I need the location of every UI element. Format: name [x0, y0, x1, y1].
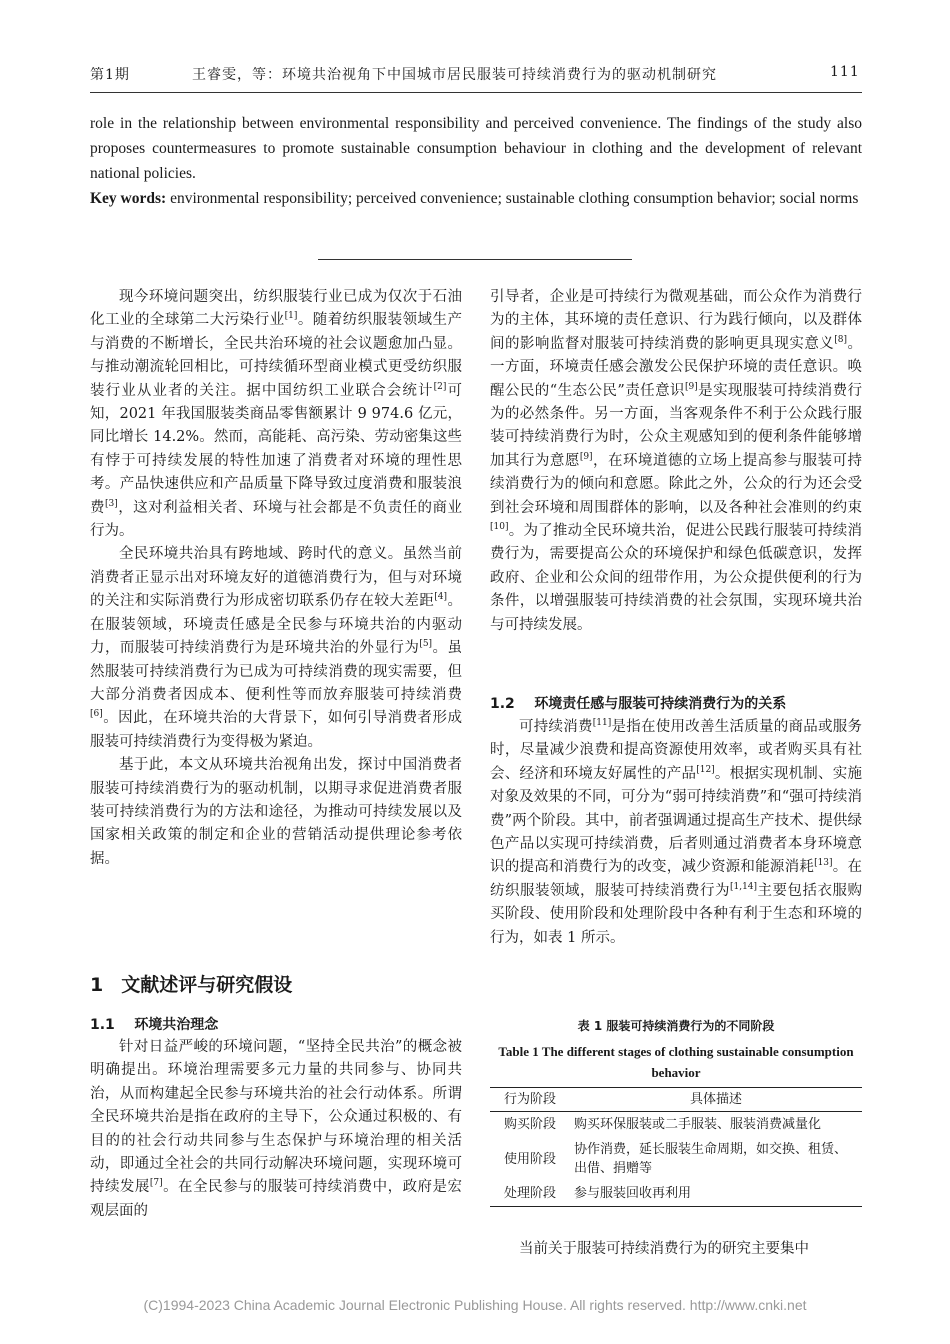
copyright-footer: (C)1994-2023 China Academic Journal Electronic Publishing House. All rights reserved. http://www.cnki.net — [143, 1297, 807, 1313]
table-header-description: 具体描述 — [570, 1088, 862, 1112]
citation[interactable]: [7] — [149, 1178, 163, 1189]
table-cell-description: 参与服装回收再利用 — [570, 1181, 862, 1207]
right-column-continued — [490, 286, 862, 637]
citation[interactable]: [6] — [90, 709, 103, 720]
intro-paragraph-2: 全民环境共治具有跨地域、跨时代的意义。虽然当前消费者正显示出对环境友好的道德消费行为，但与对环境的关注和实际消费行为形成密切联系仍存在较大差距[4]。在服装领域，环境责任感是全民参与环境共治的内驱动力，而服装可持续消费行为是环境共治的外显行为[5]。虽然服装可持续消费行为已成为可持续消费的现实需要，但大部分消费者因成本、便利性等而放弃服装可持续消费[6]。因此，在环境共治的大背景下，如何引导消费者形成服装可持续消费行为变得极为紧迫。 — [90, 546, 462, 750]
citation[interactable]: [1,14] — [729, 881, 758, 892]
header-divider — [90, 92, 862, 93]
table-cell-description: 协作消费，延长服装生命周期，如交换、租赁、出借、捐赠等 — [574, 1142, 848, 1176]
citation[interactable]: [4] — [434, 592, 448, 603]
section-1-1-body — [90, 1036, 462, 1223]
table-cell-stage: 处理阶段 — [490, 1181, 570, 1207]
section-divider — [318, 259, 632, 260]
table-header-row — [490, 1088, 862, 1112]
table-row — [490, 1137, 862, 1181]
left-column-intro — [90, 286, 462, 871]
citation[interactable]: [12] — [696, 764, 715, 775]
section-1-2-paragraph: 可持续消费[11]是指在使用改善生活质量的商品或服务时，尽量减少浪费和提高资源使用效率，或者购买具有社会、经济和环境友好属性的产品[12]。根据实现机制、实施对象及效果的不同，可分为“弱可持续消费”和“强可持续消费”两个阶段。其中，前者强调通过提高生产技术、提供绿色产品以实现可持续消费，后者则通过消费者本身环境意识的提高和消费行为的改变，减少资源和能源消耗[13]。在纺织服装领域，服装可持续消费行为[1,14]主要包括衣服购买阶段、使用阶段和处理阶段中各种有利于生态和环境的行为，如表 1 所示。 — [490, 718, 863, 946]
table-1 — [490, 1087, 862, 1207]
table-row — [490, 1181, 862, 1207]
citation[interactable]: [1] — [284, 311, 298, 322]
table-cell-stage: 使用阶段 — [503, 1151, 556, 1167]
abstract-english-tail: role in the relationship between environmental responsibility and perceived convenience. The findings of the study also proposes countermeasures to promote sustainable consumption behaviour in clothing and the development of relevant national policies. — [90, 115, 862, 182]
citation[interactable]: [8] — [834, 334, 848, 345]
section-1-2-heading: 1.2 环境责任感与服装可持续消费行为的关系 — [490, 696, 787, 712]
running-title: 王睿雯，等：环境共治视角下中国城市居民服装可持续消费行为的驱动机制研究 — [192, 67, 717, 83]
table-cell-stage: 购买阶段 — [503, 1117, 556, 1132]
table-header-stage: 行为阶段 — [490, 1088, 570, 1112]
citation[interactable]: [2] — [433, 381, 447, 392]
citation[interactable]: [13] — [814, 858, 833, 869]
citation[interactable]: [10] — [490, 522, 509, 533]
table-1-caption-en: Table 1 The different stages of clothing sustainable consumption behavior — [498, 1044, 854, 1080]
section-1-1-paragraph: 针对日益严峻的环境问题，“坚持全民共治”的概念被明确提出。环境治理需要多元力量的共同参与、协同共治，从而构建起全民参与环境共治的社会行动体系。所谓全民环境共治是指在政府的主导下，公众通过积极的、有目的的社会行动共同参与生态保护与环境治理的相关活动，即通过全社会的共同行动解决环境问题，实现环境可持续发展[7]。在全民参与的服装可持续消费中，政府是宏观层面的 — [90, 1039, 462, 1219]
citation[interactable]: [5] — [419, 639, 433, 650]
keywords — [90, 186, 862, 211]
keywords-text: environmental responsibility; perceived convenience; sustainable clothing consumption behavior; social norms — [166, 190, 859, 207]
citation[interactable]: [9] — [579, 451, 593, 462]
continued-paragraph: 引导者，企业是可持续行为微观基础，而公众作为消费行为的主体，其环境的责任意识、行为践行倾向，以及群体间的影响监督对服装可持续消费的影响更具现实意义[8]。一方面，环境责任感会激发公民保护环境的责任意识。唤醒公民的“生态公民”责任意识[9]是实现服装可持续消费行为的必然条件。另一方面，当客观条件不利于公众践行服装可持续消费行为时，公众主观感知到的便利条件能够增加其行为意愿[9]，在环境道德的立场上提高参与服装可持续消费行为的倾向和意愿。除此之外，公众的行为还会受到社会环境和周围群体的影响，以及各种社会准则的约束[10]。为了推动全民环境共治，促进公民践行服装可持续消费行为，需要提高公众的环境保护和绿色低碳意识，发挥政府、企业和公众间的纽带作用，为公众提供便利的行为条件，以增强服装可持续消费的社会氛围，实现环境共治与可持续发展。 — [490, 289, 863, 633]
intro-paragraph-3: 基于此，本文从环境共治视角出发，探讨中国消费者服装可持续消费行为的驱动机制，以期寻求促进消费者服装可持续消费行为的方法和途径，为推动可持续发展以及国家相关政策的制定和企业的营销活动提供理论参考依据。 — [90, 757, 462, 867]
section-1-heading: 1 文献述评与研究假设 — [90, 974, 293, 996]
intro-paragraph-1: 现今环境问题突出，纺织服装行业已成为仅次于石油化工业的全球第二大污染行业[1]。随着纺织服装领域生产与消费的不断增长，全民共治环境的社会议题愈加凸显。与推动潮流轮回相比，可持续循环型商业模式更受纺织服装行业从业者的关注。据中国纺织工业联合会统计[2]可知，2021 年我国服装类商品零售额累计 9 974.6 亿元，同比增长 14.2%。然而，高能耗、高污染、劳动密集这些有悖于可持续发展的特性加速了消费者对环境的理性思考。产品快速供应和产品质量下降导致过度消费和服装浪费[3]，这对利益相关者、环境与社会都是不负责任的商业行为。 — [90, 289, 463, 540]
citation[interactable]: [9] — [684, 381, 698, 392]
table-cell-description: 购买环保服装或二手服装、服装消费减量化 — [574, 1117, 822, 1132]
table-row — [490, 1112, 862, 1138]
issue-label: 第1期 — [90, 67, 130, 83]
final-paragraph-start: 当前关于服装可持续消费行为的研究主要集中 — [519, 1241, 809, 1257]
table-1-caption-cn: 表 1 服装可持续消费行为的不同阶段 — [577, 1019, 775, 1033]
section-1-2-body — [490, 716, 862, 950]
page-number: 111 — [830, 64, 860, 80]
citation[interactable]: [11] — [592, 718, 612, 728]
right-column-bottom — [490, 1238, 862, 1261]
citation[interactable]: [3] — [104, 498, 118, 509]
section-1-1-heading: 1.1 环境共治理念 — [90, 1017, 219, 1033]
keywords-label: Key words: — [90, 190, 167, 207]
